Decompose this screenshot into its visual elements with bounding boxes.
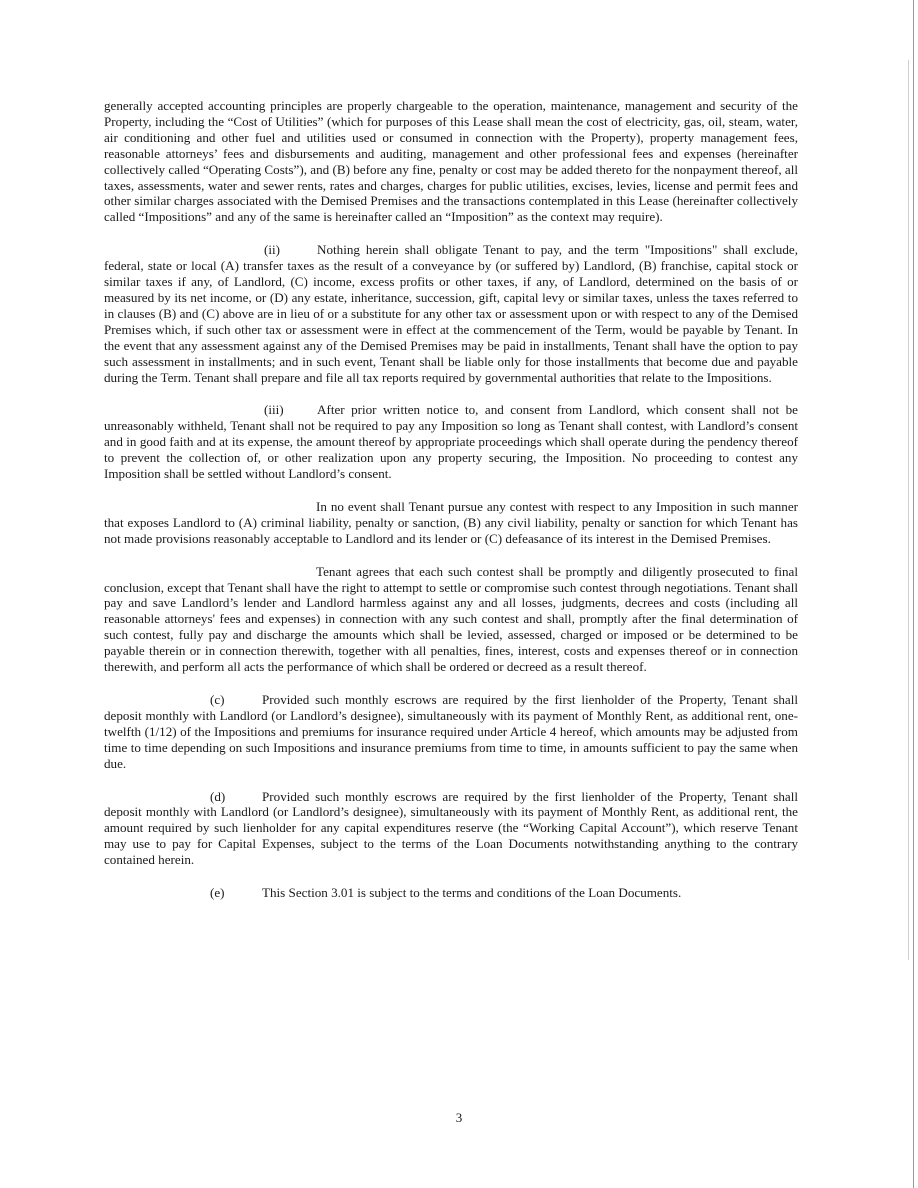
paragraph-label: (ii) <box>264 242 280 258</box>
paragraph-contest <box>104 564 798 675</box>
paragraph-no-event <box>104 499 798 547</box>
scan-edge-line <box>913 0 914 1188</box>
paragraph-ii <box>104 242 798 385</box>
scan-edge-line-faint <box>908 60 909 960</box>
paragraph-label: (c) <box>210 692 225 707</box>
page-number: 3 <box>455 1110 463 1125</box>
paragraph-d <box>104 789 798 869</box>
paragraph-iii <box>104 402 798 482</box>
paragraph-text: generally accepted accounting principles are properly chargeable to the operation, maintenance, management and security of the Property, including the “Cost of Utilities” (which for purposes of this Lease shall mean the cost of electricity, gas, oil, steam, water, air conditioning and other fuel and utilities used or consumed in connection with the Property), property management fees, reasonable attorneys’ fees and disbursements and auditing, management and other professional fees and expenses (hereinafter collectively called “Operating Costs”), and (B) before any fine, penalty or cost may be added thereto for the nonpayment thereof, all taxes, assessments, water and sewer rents, rates and charges, charges for public utilities, excises, levies, license and permit fees and other similar charges associated with the Demised Premises and the transactions contemplated in this Lease (hereinafter collectively called “Impositions” and any of the same is hereinafter called an “Imposition” as the context may require). <box>104 98 798 225</box>
paragraph-text: Provided such monthly escrows are required by the first lienholder of the Property, Tenant shall deposit monthly with Landlord (or Landlord’s designee), simultaneously with its payment of Monthly Rent, as additional rent, the amount required by such lienholder for any capital expenditures reserve (the “Working Capital Account”), which reserve Tenant may use to pay for Capital Expenses, subject to the terms of the Loan Documents notwithstanding anything to the contrary contained herein. <box>104 788 798 868</box>
paragraph-text: This Section 3.01 is subject to the terms and conditions of the Loan Documents. <box>262 885 682 901</box>
paragraph-text: Tenant agrees that each such contest shall be promptly and diligently prosecuted to final conclusion, except that Tenant shall have the right to attempt to settle or compromise such contest through negotiations. Tenant shall pay and save Landlord’s lender and Landlord harmless against any and all losses, judgments, decrees and costs (including all reasonable attorneys' fees and expenses) in connection with any such contest and shall, promptly after the final determination of such contest, fully pay and discharge the amounts which shall be levied, assessed, charged or imposed or be determined to be payable therein or in connection therewith, together with all penalties, fines, interest, costs and expenses thereof or in connection therewith, and perform all acts the performance of which shall be ordered or decreed as a result thereof. <box>104 563 798 675</box>
paragraph-operating-costs <box>104 98 798 225</box>
paragraph-text: Nothing herein shall obligate Tenant to pay, and the term "Impositions" shall exclude, federal, state or local (A) transfer taxes as the result of a conveyance by (or suffered by) Landlord, (B) franchise, capital stock or similar taxes if any, of Landlord, (C) income, excess profits or other taxes, if any, of Landlord, determined on the basis of or measured by its net income, or (D) any estate, inheritance, succession, gift, capital levy or similar taxes, unless the taxes referred to in clauses (B) and (C) above are in lieu of or a substitute for any other tax or assessment upon or with respect to any of the Demised Premises which, if such other tax or assessment were in effect at the commencement of the Term, would be payable by Tenant. In the event that any assessment against any of the Demised Premises may be paid in installments, Tenant shall have the option to pay such assessment in installments; and in such event, Tenant shall be liable only for those installments that become due and payable during the Term. Tenant shall prepare and file all tax reports required by governmental authorities that relate to the Impositions. <box>104 242 798 385</box>
paragraph-label: (iii) <box>264 402 284 418</box>
paragraph-label: (e) <box>210 885 225 901</box>
paragraph-text: Provided such monthly escrows are required by the first lienholder of the Property, Tenant shall deposit monthly with Landlord (or Landlord’s designee), simultaneously with its payment of Monthly Rent, as additional rent, one-twelfth (1/12) of the Impositions and premiums for insurance required under Article 4 hereof, which amounts may be adjusted from time to time depending on such Impositions and insurance premiums from time to time, in amounts sufficient to pay the same when due. <box>104 692 798 771</box>
paragraph-label: (d) <box>210 788 226 804</box>
paragraph-e <box>104 885 798 901</box>
paragraph-text: In no event shall Tenant pursue any contest with respect to any Imposition in such manner that exposes Landlord to (A) criminal liability, penalty or sanction, (B) any civil liability, penalty or sanction for which Tenant has not made provisions reasonably acceptable to Landlord and its lender or (C) defeasance of its interest in the Demised Premises. <box>104 498 798 546</box>
document-body <box>104 98 798 901</box>
paragraph-c <box>104 692 798 772</box>
paragraph-text: After prior written notice to, and consent from Landlord, which consent shall not be unreasonably withheld, Tenant shall not be required to pay any Imposition so long as Tenant shall contest, with Landlord’s consent and in good faith and at its expense, the amount thereof by appropriate proceedings which shall operate during the pendency thereof to prevent the collection of, or other realization upon any property securing, the Imposition. No proceeding to contest any Imposition shall be settled without Landlord’s consent. <box>104 402 798 482</box>
